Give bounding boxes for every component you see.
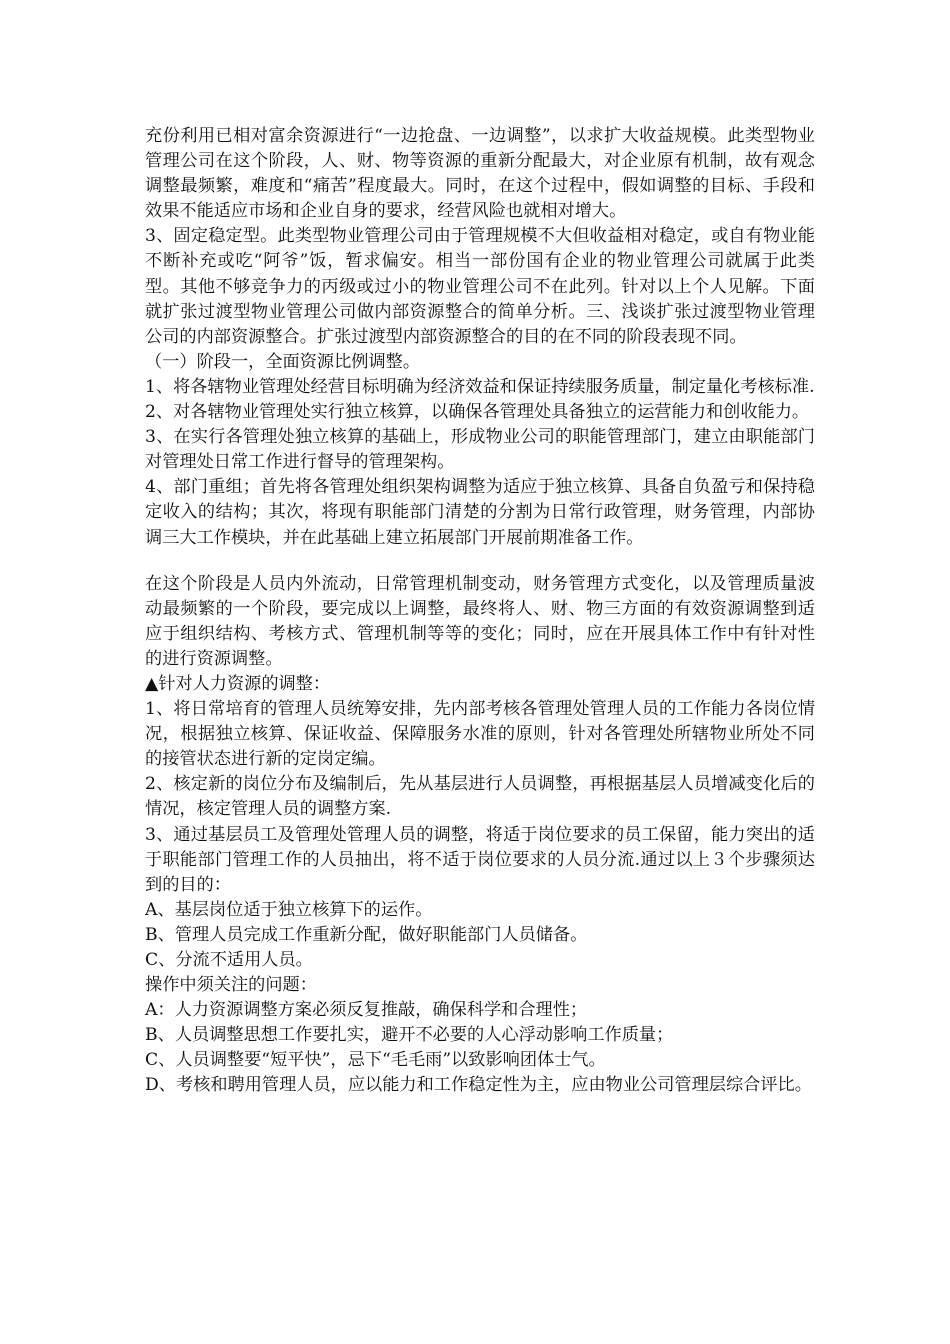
- list-item-goal-a: A、基层岗位适于独立核算下的运作。: [145, 899, 433, 920]
- section-heading-hr-adjustment: ▲针对人力资源的调整：: [145, 673, 331, 694]
- list-item-goal-b: B、管理人员完成工作重新分配，做好职能部门人员储备。: [145, 924, 588, 945]
- document-body: [145, 124, 815, 1099]
- list-item-hr-2: 2、核定新的岗位分布及编制后，先从基层进行人员调整，再根据基层人员增减变化后的情况，核定管理人员的调整方案.: [145, 774, 815, 820]
- list-item-stage-one-1: 1、将各辖物业管理处经营目标明确为经济效益和保证持续服务质量，制定量化考核标准.: [145, 376, 815, 397]
- list-item-concern-d: D、考核和聘用管理人员，应以能力和工作稳定性为主，应由物业公司管理层综合评比。: [145, 1075, 812, 1096]
- list-item-stage-one-4: 4、部门重组；首先将各管理处组织架构调整为适应于独立核算、具备自负盈亏和保持稳定收入的结构；其次，将现有职能部门清楚的分割为日常行政管理，财务管理，内部协调三大工作模块，并在此基础上建立拓展部门开展前期准备工作。: [145, 477, 815, 548]
- list-item-stage-one-2: 2、对各辖物业管理处实行独立核算，以确保各管理处具备独立的运营能力和创收能力。: [145, 402, 810, 423]
- list-item-concern-a: A：人力资源调整方案必须反复推敲，确保科学和合理性；: [145, 1000, 588, 1021]
- list-item-hr-1: 1、将日常培育的管理人员统筹安排，先内部考核各管理处管理人员的工作能力各岗位情况，根据独立核算、保证收益、保障服务水准的原则，针对各管理处所辖物业所处不同的接管状态进行新的定岗定编。: [145, 699, 815, 770]
- section-heading-concerns: 操作中须关注的问题：: [145, 975, 317, 996]
- paragraph-stage-summary: 在这个阶段是人员内外流动，日常管理机制变动，财务管理方式变化，以及管理质量波动最频繁的一个阶段，要完成以上调整，最终将人、财、物三方面的有效资源调整到适应于组织结构、考核方式、管理机制等等的变化；同时，应在开展具体工作中有针对性的进行资源调整。: [145, 573, 815, 669]
- list-item-goal-c: C、分流不适用人员。: [145, 950, 313, 970]
- paragraph-intro: 充份利用已相对富余资源进行“一边抢盘、一边调整”，以求扩大收益规模。此类型物业管理公司在这个阶段，人、财、物等资源的重新分配最大，对企业原有机制，故有观念调整最频繁，难度和“痛苦”程度最大。同时，在这个过程中，假如调整的目标、手段和效果不能适应市场和企业自身的要求，经营风险也就相对增大。: [145, 126, 815, 222]
- paragraph-fixed-stable-type: 3、固定稳定型。此类型物业管理公司由于管理规模不大但收益相对稳定，或自有物业能不断补充或吃“阿爷”饭，暂求偏安。相当一部份国有企业的物业管理公司就属于此类型。其他不够竞争力的丙级或过小的物业管理公司不在此列。针对以上个人见解。下面就扩张过渡型物业管理公司做内部资源整合的简单分析。三、浅谈扩张过渡型物业管理公司的内部资源整合。扩张过渡型内部资源整合的目的在不同的阶段表现不同。: [145, 226, 815, 347]
- list-item-hr-3: 3、通过基层员工及管理处管理人员的调整，将适于岗位要求的员工保留，能力突出的适于职能部门管理工作的人员抽出，将不适于岗位要求的人员分流.通过以上３个步骤须达到的目的：: [145, 824, 815, 895]
- list-item-stage-one-3: 3、在实行各管理处独立核算的基础上，形成物业公司的职能管理部门，建立由职能部门对管理处日常工作进行督导的管理架构。: [145, 427, 815, 473]
- list-item-concern-b: B、人员调整思想工作要扎实，避开不必要的人心浮动影响工作质量；: [145, 1025, 674, 1046]
- paragraph-stage-one-heading: （一）阶段一，全面资源比例调整。: [145, 351, 421, 372]
- list-item-concern-c: C、人员调整要“短平快”，忌下“毛毛雨”以致影响团体士气。: [145, 1050, 606, 1071]
